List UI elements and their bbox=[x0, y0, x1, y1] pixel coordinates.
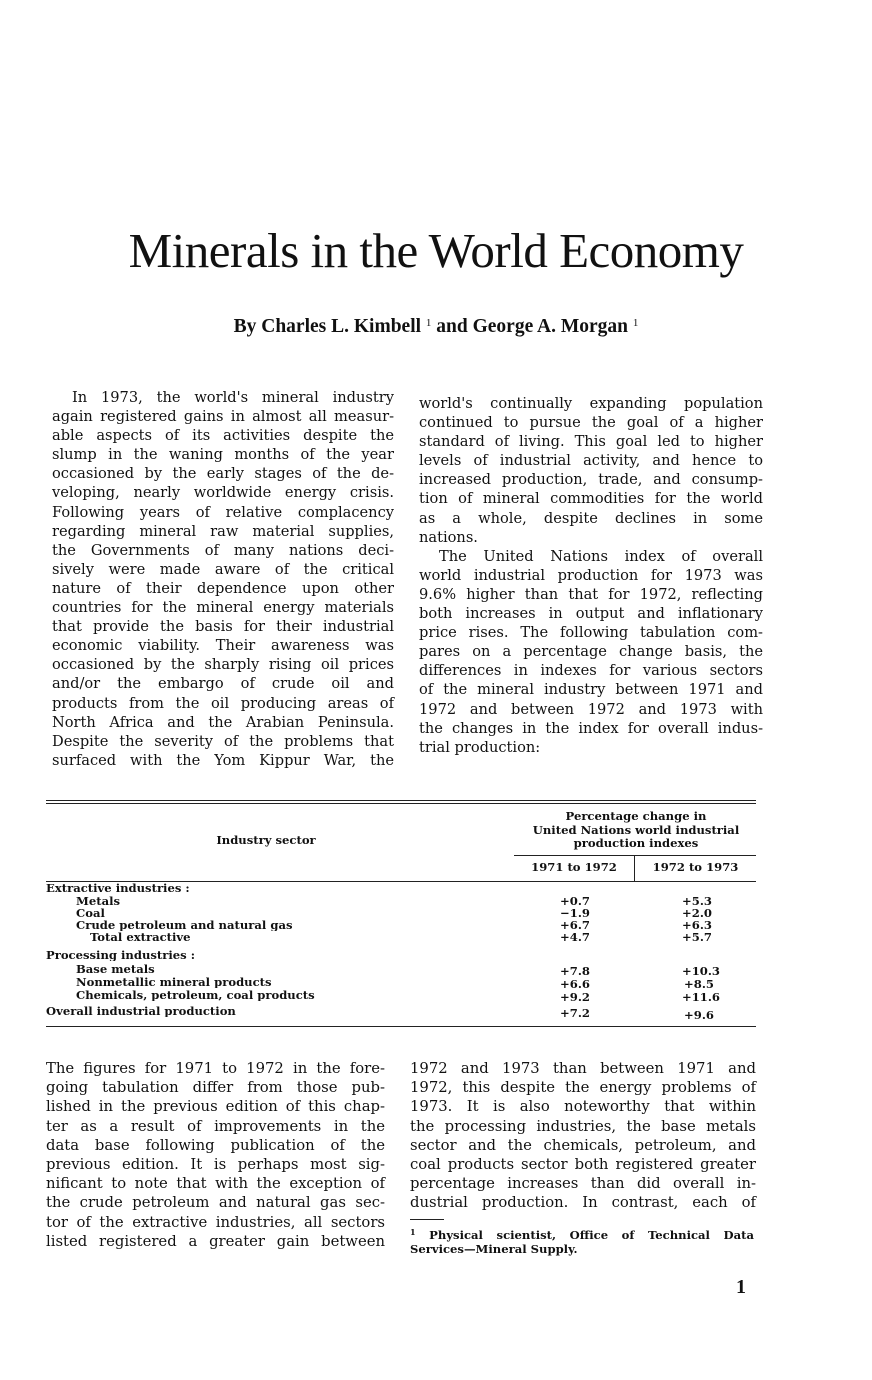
table-cell: −1.9 bbox=[560, 906, 590, 920]
table-cell: +11.6 bbox=[682, 990, 720, 1004]
text-line: tion of mineral commodities for the world bbox=[419, 490, 763, 508]
table-row-label: Metals bbox=[46, 896, 506, 907]
text-line: again registered gains in almost all measur- bbox=[52, 408, 394, 426]
text-line: going tabulation differ from those pub- bbox=[46, 1079, 385, 1097]
text-line: 1973. It is also noteworthy that within bbox=[410, 1098, 756, 1116]
text-line: 1972 and between 1972 and 1973 with bbox=[419, 700, 763, 718]
text-line: previous edition. It is perhaps most sig- bbox=[46, 1156, 385, 1174]
table-row-label: Extractive industries : bbox=[46, 883, 476, 894]
text-line: and/or the embargo of crude oil and bbox=[52, 675, 394, 693]
text-line: the crude petroleum and natural gas sec- bbox=[46, 1194, 385, 1212]
text-line: of the mineral industry between 1971 and bbox=[419, 681, 763, 699]
table-cell: +6.7 bbox=[560, 918, 590, 932]
table-row-label: Chemicals, petroleum, coal products bbox=[46, 990, 506, 1001]
text-line: ter as a result of improvements in the bbox=[46, 1117, 385, 1135]
table-header-1971-1972: 1971 to 1972 bbox=[531, 860, 617, 874]
table-cell: +2.0 bbox=[682, 906, 712, 920]
text-line: both increases in output and inflationary bbox=[419, 605, 763, 623]
text-line: occasioned by the sharply rising oil prices bbox=[52, 656, 394, 674]
footnote bbox=[410, 1225, 754, 1256]
column-4-text bbox=[410, 1059, 756, 1213]
table-header-group-line: production indexes bbox=[573, 836, 699, 850]
text-line: occasioned by the early stages of the de- bbox=[52, 465, 394, 483]
text-line: nature of their dependence upon other bbox=[52, 579, 394, 597]
text-line: economic viability. Their awareness was bbox=[52, 637, 394, 655]
text-line: the Governments of many nations deci- bbox=[52, 541, 394, 559]
text-line: sively were made aware of the critical bbox=[52, 560, 394, 578]
text-line: standard of living. This goal led to higher bbox=[419, 433, 763, 451]
footnote-mark: 1 bbox=[410, 1227, 416, 1237]
table-row-label: Total extractive bbox=[46, 932, 520, 943]
table-cell: +4.7 bbox=[560, 930, 590, 944]
byline bbox=[0, 316, 872, 338]
table-subheader-rule bbox=[514, 855, 756, 856]
text-line: countries for the mineral energy materials bbox=[52, 599, 394, 617]
text-line: North Africa and the Arabian Peninsula. bbox=[52, 713, 394, 731]
footnote-line: $^1$ Physical scientist, Office of Technical Data bbox=[410, 1227, 754, 1242]
text-line: The figures for 1971 to 1972 in the fore- bbox=[46, 1060, 385, 1077]
footnote-line: Services—Mineral Supply. bbox=[410, 1242, 578, 1256]
text-line: tor of the extractive industries, all sectors bbox=[46, 1213, 385, 1231]
column-3-text bbox=[46, 1059, 385, 1251]
table-cell: +8.5 bbox=[684, 977, 714, 991]
text-line: listed registered a greater gain between bbox=[46, 1232, 385, 1250]
table-row-label: Nonmetallic mineral products bbox=[46, 977, 506, 988]
table-cell: +5.3 bbox=[682, 894, 712, 908]
table-cell: +9.6 bbox=[684, 1008, 714, 1022]
text-line: 9.6% higher than that for 1972, reflecting bbox=[419, 585, 763, 603]
text-line: able aspects of its activities despite the bbox=[52, 427, 394, 445]
table-row-label: Base metals bbox=[46, 964, 506, 975]
table-header-group bbox=[516, 810, 756, 851]
text-line: veloping, nearly worldwide energy crisis. bbox=[52, 484, 394, 502]
text-line: increased production, trade, and consump- bbox=[419, 471, 763, 489]
table-row-label: Processing industries : bbox=[46, 950, 476, 961]
text-line: lished in the previous edition of this chap- bbox=[46, 1098, 385, 1116]
table-header-sector: Industry sector bbox=[216, 833, 316, 847]
text-line: dustrial production. In contrast, each of bbox=[410, 1194, 756, 1212]
text-line: The United Nations index of overall bbox=[439, 547, 763, 565]
table-cell: +5.7 bbox=[682, 930, 712, 944]
text-line: the changes in the index for overall indus- bbox=[419, 719, 763, 737]
text-line: nificant to note that with the exception of bbox=[46, 1175, 385, 1193]
text-line: world's continually expanding population bbox=[419, 395, 763, 412]
table-header-rule bbox=[46, 881, 756, 882]
table-row-label: Overall industrial production bbox=[46, 1006, 476, 1017]
table-header-group-line: United Nations world industrial bbox=[532, 822, 740, 837]
text-line: data base following publication of the bbox=[46, 1136, 385, 1154]
text-line: the processing industries, the base metals bbox=[410, 1117, 756, 1135]
column-2-text bbox=[419, 394, 763, 757]
page-title: Minerals in the World Economy bbox=[128, 223, 744, 278]
data-table bbox=[46, 800, 756, 1030]
text-line: nations. bbox=[419, 528, 478, 546]
text-line: continued to pursue the goal of a higher bbox=[419, 414, 763, 432]
text-line: price rises. The following tabulation com- bbox=[419, 624, 763, 642]
text-line: levels of industrial activity, and hence to bbox=[419, 452, 763, 470]
column-1-text bbox=[52, 388, 394, 770]
text-line: surfaced with the Yom Kippur War, the bbox=[52, 751, 394, 769]
text-line: that provide the basis for their industrial bbox=[52, 618, 394, 636]
footnote-rule bbox=[410, 1219, 444, 1220]
table-cell: +0.7 bbox=[560, 894, 590, 908]
text-line: pares on a percentage change basis, the bbox=[419, 643, 763, 661]
text-line: as a whole, despite declines in some bbox=[419, 509, 763, 527]
text-line: percentage increases than did overall in- bbox=[410, 1175, 756, 1193]
page-number: 1 bbox=[736, 1276, 746, 1298]
text-line: coal products sector both registered greater bbox=[410, 1156, 756, 1174]
table-cell: +10.3 bbox=[682, 964, 720, 978]
footnote-mark: 1 bbox=[425, 317, 432, 329]
table-top-rule bbox=[46, 803, 756, 804]
byline-author-2: and George A. Morgan bbox=[436, 316, 629, 337]
table-row-label: Coal bbox=[46, 908, 506, 919]
text-line: 1972, this despite the energy problems of bbox=[410, 1079, 756, 1097]
text-line: Following years of relative complacency bbox=[52, 503, 394, 521]
byline-author-1: By Charles L. Kimbell bbox=[233, 316, 422, 337]
table-bottom-rule bbox=[46, 1026, 756, 1027]
footnote-mark: 1 bbox=[632, 317, 639, 329]
table-cell: +7.2 bbox=[560, 1006, 590, 1020]
text-line: sector and the chemicals, petroleum, and bbox=[410, 1136, 756, 1154]
table-cell: +7.8 bbox=[560, 964, 590, 978]
table-top-rule bbox=[46, 800, 756, 801]
text-line: differences in indexes for various sectors bbox=[419, 662, 763, 680]
table-header-group-line: Percentage change in bbox=[565, 809, 707, 823]
text-line: Despite the severity of the problems that bbox=[52, 732, 394, 750]
text-line: 1972 and 1973 than between 1971 and bbox=[410, 1060, 756, 1077]
text-line: world industrial production for 1973 was bbox=[419, 566, 763, 584]
table-cell: +6.6 bbox=[560, 977, 590, 991]
table-row-label: Crude petroleum and natural gas bbox=[46, 920, 506, 931]
text-line: trial production: bbox=[419, 738, 541, 756]
text-line: regarding mineral raw material supplies, bbox=[52, 522, 394, 540]
table-header-1972-1973: 1972 to 1973 bbox=[652, 860, 739, 874]
text-line: In 1973, the world's mineral industry bbox=[72, 389, 394, 406]
table-cell: +6.3 bbox=[682, 918, 712, 932]
text-line: products from the oil producing areas of bbox=[52, 694, 394, 712]
text-line: slump in the waning months of the year bbox=[52, 446, 394, 464]
table-cell: +9.2 bbox=[560, 990, 590, 1004]
